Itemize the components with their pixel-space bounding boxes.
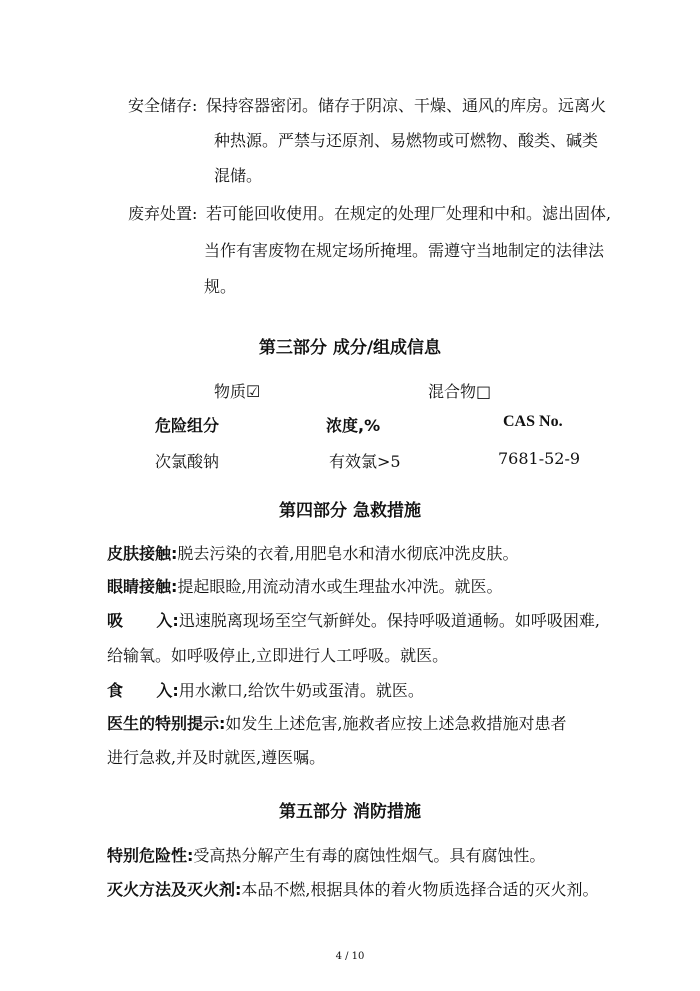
table-cell-component: 次氯酸钠 — [155, 452, 220, 471]
substance-checkbox: 物质☑ — [214, 382, 261, 401]
table-header-concentration: 浓度,% — [326, 416, 381, 435]
doctor-note-text: 如发生上述危害,施救者应按上述急救措施对患者 — [225, 714, 567, 733]
extinguishing-label: 灭火方法及灭火剂: — [107, 880, 242, 899]
page-number: 4 / 10 — [335, 951, 365, 962]
table-header-component: 危险组分 — [155, 416, 220, 435]
storage-line-3: 混储。 — [214, 166, 263, 185]
disposal-line-1: 若可能回收使用。在规定的处理厂处理和中和。滤出固体, — [206, 204, 612, 223]
disposal-line-2: 当作有害废物在规定场所掩埋。需遵守当地制定的法律法 — [204, 241, 605, 260]
inhalation-text: 迅速脱离现场至空气新鲜处。保持呼吸道通畅。如呼吸困难, — [178, 611, 600, 630]
section4-title: 第四部分 急救措施 — [279, 501, 421, 521]
storage-line-1: 保持容器密闭。储存于阴凉、干燥、通风的库房。远离火 — [206, 96, 607, 115]
doctor-note-label: 医生的特别提示: — [107, 714, 226, 733]
extinguishing-text: 本品不燃,根据具体的着火物质选择合适的灭火剂。 — [241, 880, 599, 899]
disposal-line-3: 规。 — [204, 277, 237, 296]
skin-contact-text: 脱去污染的衣着,用肥皂水和清水彻底冲洗皮肤。 — [177, 544, 519, 563]
special-hazard-text: 受高热分解产生有毒的腐蚀性烟气。具有腐蚀性。 — [193, 846, 546, 865]
mixture-checkbox: 混合物□ — [428, 382, 492, 401]
ingestion-text: 用水漱口,给饮牛奶或蛋清。就医。 — [178, 681, 424, 700]
section5-title: 第五部分 消防措施 — [279, 802, 421, 822]
section3-title: 第三部分 成分/组成信息 — [258, 338, 442, 358]
special-hazard-label: 特别危险性: — [107, 846, 194, 865]
disposal-label: 废弃处置: — [128, 204, 198, 223]
storage-line-2: 种热源。严禁与还原剂、易燃物或可燃物、酸类、碱类 — [214, 131, 599, 150]
skin-contact-label: 皮肤接触: — [107, 544, 178, 563]
table-header-cas: CAS No. — [503, 413, 563, 430]
table-cell-cas: 7681-52-9 — [498, 449, 581, 468]
eye-contact-text: 提起眼睑,用流动清水或生理盐水冲洗。就医。 — [177, 577, 503, 596]
table-cell-concentration: 有效氯>5 — [329, 452, 401, 471]
storage-label: 安全储存: — [128, 96, 198, 115]
eye-contact-label: 眼睛接触: — [107, 577, 178, 596]
inhalation-label: 吸 入: — [107, 611, 179, 630]
inhalation-text-2: 给输氧。如呼吸停止,立即进行人工呼吸。就医。 — [107, 646, 449, 665]
doctor-note-text-2: 进行急救,并及时就医,遵医嘱。 — [107, 748, 326, 767]
ingestion-label: 食 入: — [107, 681, 179, 700]
